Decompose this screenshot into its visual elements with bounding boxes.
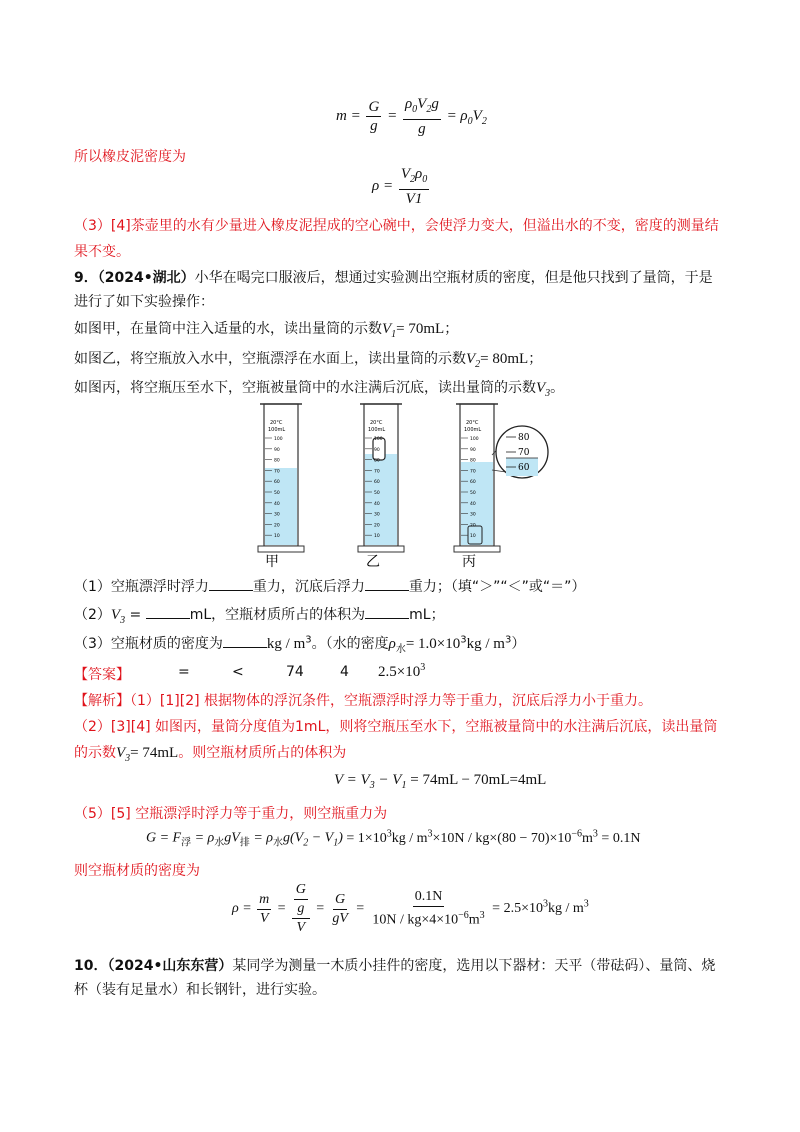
cyl-tick-label: 10 (274, 534, 280, 540)
analysis-3c: 。则空瓶材质所占的体积为 (178, 745, 347, 761)
q9-v3-symbol: $V_3$ (536, 380, 551, 399)
answer-2: < (232, 664, 244, 680)
cyl-yi-temp: 20°C (370, 420, 383, 426)
answer-blank-4[interactable] (365, 606, 409, 619)
q10-source: （2024•山东东营） (107, 958, 233, 974)
fig-label-bing: 丙 (462, 554, 476, 570)
fig-label-yi: 乙 (366, 554, 380, 570)
cyl-jia-temp: 20°C (270, 420, 283, 426)
cyl-tick-label: 50 (470, 491, 476, 496)
q9-stem-line1 (74, 267, 713, 287)
answer-blank-1[interactable] (209, 578, 253, 591)
volume-formula: $V = V_3 - V_1 = 74mL - 70mL=4mL$ (334, 772, 547, 791)
q10-stem: 某同学为测量一木质小挂件的密度，选用以下器材：天平（带砝码）、量筒、烧 (232, 958, 716, 974)
q9-step-b: 如图乙，将空瓶放入水中，空瓶漂浮在水面上，读出量筒的示数$V_2= 80mL$； (74, 351, 543, 370)
cyl-bing-cap: 100mL (464, 427, 482, 433)
q9-v2-symbol: $V_2$ (466, 351, 481, 370)
prev-q3-line2: 果不变。 (74, 244, 130, 260)
q9-rho-water: $\rho_水$ (388, 636, 406, 655)
q9-number: 9． (74, 270, 98, 286)
q9-sub2-eq: = (125, 607, 146, 623)
zoom-tick-label: 60 (518, 463, 530, 473)
cyl-tick-label: 50 (374, 491, 380, 496)
cyl-tick-label: 60 (274, 480, 280, 486)
q9-step-a: 如图甲，在量筒中注入适量的水，读出量筒的示数$V_1= 70mL$； (74, 321, 459, 340)
mass-formula: m = $\frac{G}{g}$ = $\frac{\rho_0V_2g}{g}$ = $\rho_0V_2$ (336, 96, 487, 137)
cyl-jia-cap: 100mL (268, 427, 286, 433)
cyl-tick-label: 100 (274, 437, 283, 442)
q9-sub2-text-c: mL，空瓶材质所占的体积为 (189, 607, 366, 623)
cyl-tick-label: 10 (374, 534, 380, 540)
q9-step-a-text: 如图甲，在量筒中注入适量的水，读出量筒的示数 (74, 321, 382, 337)
analysis-line4: （5）[5] 空瓶漂浮时浮力等于重力，则空瓶重力为 (74, 806, 388, 822)
q9-sub1-text-b: 重力，沉底后浮力 (252, 579, 365, 595)
cyl-tick-label: 30 (470, 512, 476, 518)
q9-step-c-text: 如图丙，将空瓶压至水下，空瓶被量筒中的水注满后沉底，读出量筒的示数 (74, 380, 536, 396)
zoom-tick-label: 70 (518, 448, 530, 458)
analysis-1: （1）[1][2] 根据物体的浮沉条件，空瓶漂浮时浮力等于重力，沉底后浮力小于重力。 (130, 693, 653, 709)
q9-sub3-text-a: （3）空瓶材质的密度为 (74, 636, 223, 652)
q9-sub2 (74, 604, 445, 626)
cyl-tick-label: 90 (374, 447, 380, 453)
cyl-tick-label: 30 (274, 512, 280, 518)
cyl-tick-label: 30 (374, 512, 380, 518)
cyl-tick-label: 40 (374, 501, 380, 507)
cyl-tick-label: 70 (374, 469, 380, 475)
answer-blank-2[interactable] (365, 578, 409, 591)
answer-tag: 【答案】 (74, 667, 130, 683)
analysis-line1 (74, 690, 652, 710)
q10-stem-line2: 杯（装有足量水）和长钢针，进行实验。 (74, 982, 326, 998)
cyl-bing-temp: 20°C (466, 420, 479, 426)
cylinders-figure (250, 400, 560, 572)
answer-1: = (178, 664, 190, 680)
q10-stem-line1 (74, 955, 715, 975)
answer-blank-3[interactable] (146, 606, 190, 619)
gravity-formula: $G = F_浮 = \rho_水gV_排 = \rho_水g(V_2 - V_1) = 1\times 10^3kg / m^3\times 10N / kg\times(80 - 70)\times 10^{-6}m^3 = 0.1N$ (146, 828, 641, 849)
q9-stem: 小华在喝完口服液后，想通过实验测出空瓶材质的密度，但是他只找到了量筒，于是 (194, 270, 713, 286)
cyl-tick-label: 100 (470, 437, 479, 442)
cyl-tick-label: 20 (274, 523, 280, 529)
cyl-tick-label: 50 (274, 491, 280, 496)
analysis-tag: 【解析】 (74, 693, 130, 709)
analysis-3b: = 74mL (130, 745, 179, 761)
cyl-tick-label: 40 (470, 501, 476, 507)
analysis-line2: （2）[3][4] 如图丙，量筒分度值为1mL，则将空瓶压至水下，空瓶被量筒中的水注满后沉底，读出量筒 (74, 719, 718, 735)
analysis-v3: $V_3$ (116, 745, 131, 764)
q9-sub3-text-e: ） (511, 636, 526, 652)
q9-sub2-v3: $V_3$ (110, 607, 126, 626)
answer-3: 74 (286, 664, 304, 680)
cyl-tick-label: 60 (470, 480, 476, 486)
q9-source: （2024•湖北） (97, 270, 195, 286)
cyl-tick-label: 40 (274, 501, 280, 507)
analysis-line5: 则空瓶材质的密度为 (74, 863, 200, 879)
cylinder-jia (258, 404, 304, 552)
cyl-tick-label: 60 (374, 480, 380, 486)
answer-4: 4 (340, 664, 349, 680)
q9-step-c: 如图丙，将空瓶压至水下，空瓶被量筒中的水注满后沉底，读出量筒的示数$V_3$。 (74, 380, 565, 399)
answer-5: $2.5\times 10^3$ (378, 662, 426, 680)
zoom-tick-label: 80 (518, 433, 530, 443)
q9-step-b-value: = 80mL (480, 351, 529, 367)
q9-step-b-text: 如图乙，将空瓶放入水中，空瓶漂浮在水面上，读出量筒的示数 (74, 351, 466, 367)
q9-sub3-unit2: kg / m (466, 636, 505, 652)
rubber-density-formula: ρ = $\frac{V_2\rho_0}{V1}$ (372, 166, 428, 207)
cylinder-yi (358, 404, 404, 552)
q9-sub3-unit: kg / m (266, 636, 306, 652)
cyl-tick-label: 90 (470, 447, 476, 453)
q9-v1-symbol: $V_1$ (382, 321, 397, 340)
q9-step-a-value: = 70mL (396, 321, 445, 337)
cyl-tick-label: 70 (470, 469, 476, 475)
analysis-3a: 的示数 (74, 745, 116, 761)
cyl-tick-label: 10 (470, 534, 476, 540)
q9-sub1-text-a: （1）空瓶漂浮时浮力 (74, 579, 209, 595)
q10-number: 10． (74, 958, 108, 974)
cyl-tick-label: 20 (374, 523, 380, 529)
cylinder-bing (454, 404, 548, 552)
cyl-tick-label: 90 (274, 447, 280, 453)
q9-sub3-text-b: 。（水的密度 (311, 636, 389, 652)
answer-blank-5[interactable] (223, 635, 267, 648)
cyl-tick-label: 100 (374, 437, 383, 442)
analysis-line3 (74, 742, 346, 764)
density-formula: ρ = $\frac{m}{V}$ = $\frac{\frac{G}{g}}{V}$ = $\frac{G}{gV}$ = $\frac{0.1N}{10N / kg\times 4\times 10^{-6}m^3}$ = $2.5\times 10^3kg / m^3$ (232, 882, 589, 935)
cyl-tick-label: 80 (274, 458, 280, 464)
q9-sub2-text-d: mL； (409, 607, 445, 623)
q9-sub2-text-a: （2） (74, 607, 111, 623)
prev-q3-line1: （3）[4]茶壶里的水有少量进入橡皮泥捏成的空心碗中，会使浮力变大，但溢出水的不变，密度的测量结 (74, 218, 719, 234)
q9-stem-line2: 进行了如下实验操作： (74, 294, 214, 310)
cyl-tick-label: 80 (374, 458, 380, 464)
q9-sub1 (74, 576, 585, 596)
cyl-tick-label: 20 (470, 523, 476, 529)
rubber-density-label: 所以橡皮泥密度为 (74, 149, 186, 165)
q9-sub3: （3）空瓶材质的密度为 kg / $m^3$。（水的密度$\rho_水= 1.0\times 10^3kg / m^3$） (74, 634, 526, 655)
cyl-tick-label: 80 (470, 458, 476, 464)
cyl-yi-cap: 100mL (368, 427, 386, 433)
q9-sub3-val: = 1.0×10 (405, 636, 461, 652)
cyl-tick-label: 70 (274, 469, 280, 475)
q9-sub1-text-c: 重力；（填“＞”“＜”或“＝”） (408, 579, 586, 595)
fig-label-jia: 甲 (265, 554, 279, 570)
